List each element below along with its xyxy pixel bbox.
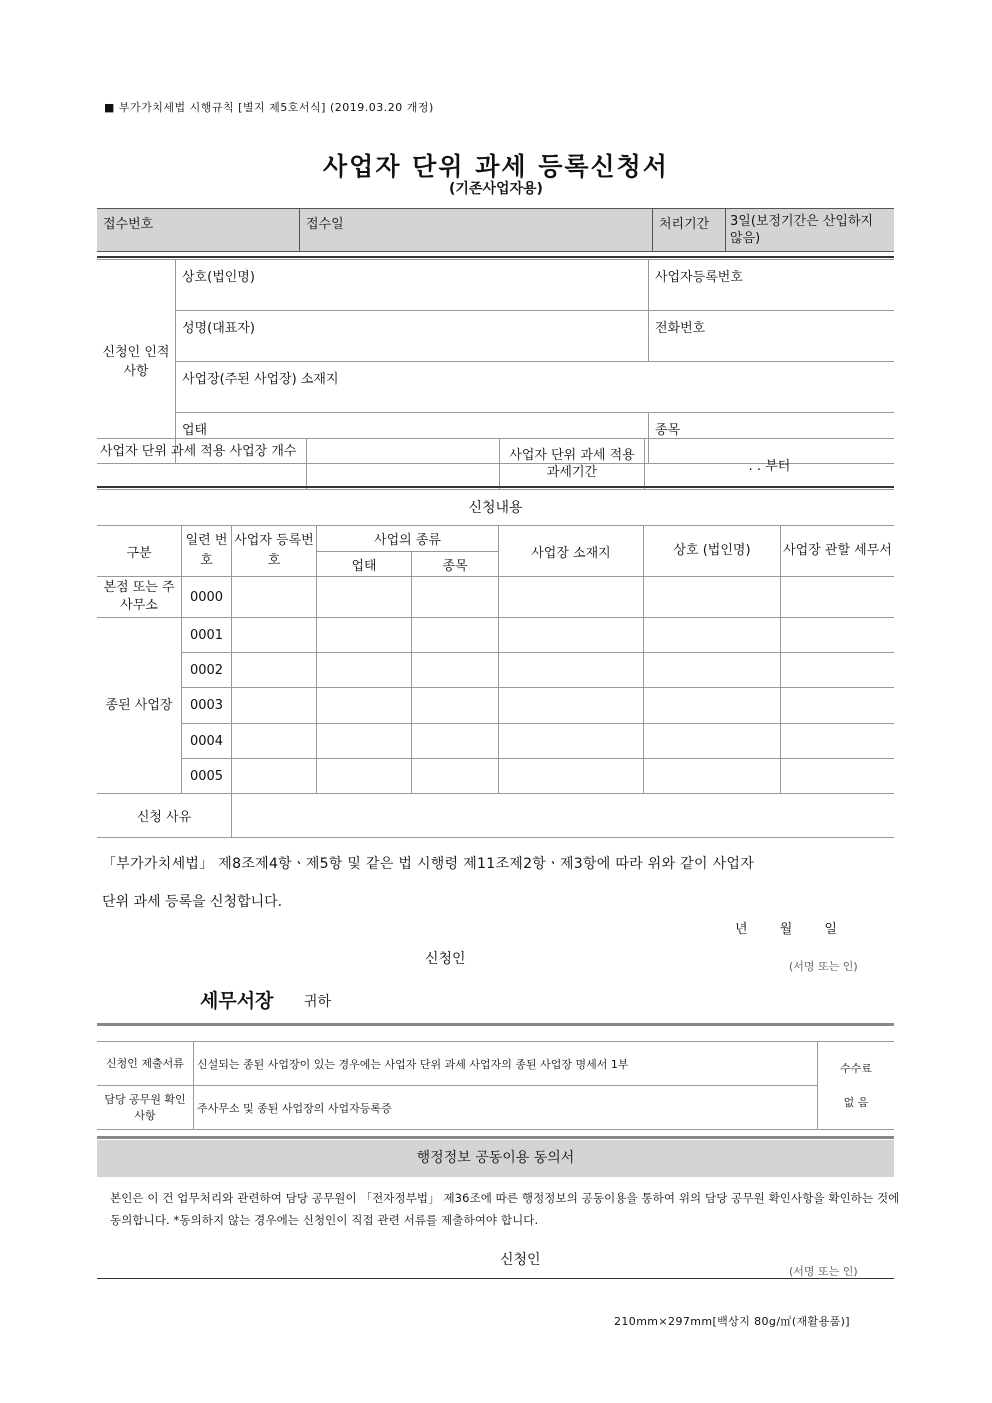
col-serial: 일련 번호 [182, 526, 232, 577]
table-cell[interactable] [644, 724, 781, 759]
reason-label: 신청 사유 [97, 794, 232, 838]
col-category: 구분 [97, 526, 182, 577]
consent-applicant-label: 신청인 [500, 1252, 541, 1268]
col-tax-office: 사업장 관할 세무서 [781, 526, 895, 577]
table-cell[interactable] [317, 688, 412, 724]
trade-name-field[interactable]: 상호(법인명) [176, 260, 649, 311]
sub-serial: 0001 [182, 618, 232, 653]
col-biz-type: 업태 [317, 552, 412, 577]
table-cell[interactable] [781, 577, 895, 618]
addressee: 세무서장 [200, 990, 274, 1012]
reason-field[interactable] [232, 794, 895, 838]
declaration-signature-field[interactable]: (서명 또는 인) [789, 960, 858, 973]
table-cell[interactable] [644, 618, 781, 653]
table-cell[interactable] [317, 653, 412, 688]
addressee-suffix: 귀하 [304, 994, 332, 1010]
application-date[interactable]: 년 월 일 [735, 922, 837, 937]
table-cell[interactable] [317, 759, 412, 794]
table-cell[interactable] [644, 759, 781, 794]
content-table [97, 525, 894, 838]
receipt-date-field[interactable]: 접수일 [300, 209, 653, 252]
main-office-label: 본점 또는 주사무소 [97, 577, 182, 618]
sub-serial: 0004 [182, 724, 232, 759]
col-trade-name: 상호 (법인명) [644, 526, 781, 577]
applicant-info-table [97, 259, 894, 464]
col-location: 사업장 소재지 [499, 526, 644, 577]
biz-reg-no-field[interactable]: 사업자등록번호 [649, 260, 895, 311]
business-type-field[interactable]: 업태 [176, 413, 649, 464]
declaration-line-2: 단위 과세 등록을 신청합니다. [102, 894, 283, 910]
main-serial: 0000 [182, 577, 232, 618]
table-cell[interactable] [317, 618, 412, 653]
fee-value: 없 음 [843, 1095, 869, 1109]
sub-serial: 0005 [182, 759, 232, 794]
table-cell[interactable] [781, 618, 895, 653]
table-cell[interactable] [317, 724, 412, 759]
col-biz-kind: 사업의 종류 [317, 526, 499, 552]
site-count-row [97, 438, 894, 490]
table-cell[interactable] [499, 618, 644, 653]
table-cell[interactable] [781, 759, 895, 794]
content-section-title: 신청내용 [468, 500, 523, 516]
receipt-header [97, 208, 894, 252]
table-cell[interactable] [644, 688, 781, 724]
sub-serial: 0003 [182, 688, 232, 724]
table-cell[interactable] [499, 759, 644, 794]
form-title: 사업자 단위 과세 등록신청서 [323, 152, 669, 181]
fee-label: 수수료 [840, 1061, 872, 1075]
col-biz-item: 종목 [412, 552, 499, 577]
table-cell[interactable] [412, 688, 499, 724]
period-field[interactable]: . . 부터 [645, 439, 895, 490]
table-cell[interactable] [781, 724, 895, 759]
check-docs-label: 담당 공무원 확인사항 [97, 1086, 194, 1130]
table-cell[interactable] [232, 618, 317, 653]
sub-serial: 0002 [182, 653, 232, 688]
site-count-label: 사업자 단위 과세 적용 사업장 개수 [97, 439, 307, 490]
receipt-no-field[interactable]: 접수번호 [97, 209, 300, 252]
processing-period-label: 처리기간 [653, 209, 726, 252]
table-cell[interactable] [232, 577, 317, 618]
address-field[interactable]: 사업장(주된 사업장) 소재지 [176, 362, 895, 413]
table-cell[interactable] [781, 688, 895, 724]
table-cell[interactable] [232, 759, 317, 794]
table-cell[interactable] [644, 577, 781, 618]
table-cell[interactable] [644, 653, 781, 688]
table-cell[interactable] [412, 653, 499, 688]
table-cell[interactable] [412, 618, 499, 653]
table-cell[interactable] [499, 688, 644, 724]
paper-spec: 210mm×297mm[백상지 80g/㎡(재활용품)] [614, 1315, 850, 1328]
table-cell[interactable] [232, 653, 317, 688]
phone-field[interactable]: 전화번호 [649, 311, 895, 362]
processing-period-value: 3일(보정기간은 산입하지 않음) [730, 214, 874, 246]
table-cell[interactable] [317, 577, 412, 618]
documents-table [97, 1041, 894, 1130]
consent-title: 행정정보 공동이용 동의서 [97, 1140, 894, 1177]
table-cell[interactable] [412, 759, 499, 794]
sub-site-label: 종된 사업장 [97, 618, 182, 794]
declaration-line-1: 「부가가치세법」 제8조제4항ㆍ제5항 및 같은 법 시행령 제11조제2항ㆍ제3항에 따라 위와 같이 사업자 [102, 856, 755, 872]
check-docs-text: 주사무소 및 종된 사업장의 사업자등록증 [194, 1086, 818, 1130]
table-cell[interactable] [232, 724, 317, 759]
table-cell[interactable] [412, 577, 499, 618]
table-cell[interactable] [232, 688, 317, 724]
table-cell[interactable] [781, 653, 895, 688]
table-cell[interactable] [499, 724, 644, 759]
form-subtitle: (기존사업자용) [449, 181, 543, 197]
submit-docs-label: 신청인 제출서류 [97, 1042, 194, 1086]
name-field[interactable]: 성명(대표자) [176, 311, 649, 362]
col-reg-no: 사업자 등록번호 [232, 526, 317, 577]
table-cell[interactable] [499, 653, 644, 688]
consent-text: 본인은 이 건 업무처리와 관련하여 담당 공무원이 「전자정부법」 제36조에 따른 행정정보의 공동이용을 통하여 위의 담당 공무원 확인사항을 확인하는 것에 동의합니다. *동의하지 않는 경우에는 신청인이 직접 관련 서류를 제출하여야 합니다. [110, 1191, 900, 1227]
consent-signature-field[interactable]: (서명 또는 인) [789, 1265, 858, 1278]
table-cell[interactable] [499, 577, 644, 618]
submit-docs-text: 신설되는 종된 사업장이 있는 경우에는 사업자 단위 과세 사업자의 종된 사업장 명세서 1부 [194, 1042, 818, 1086]
declaration-applicant-label: 신청인 [425, 951, 466, 967]
site-count-field[interactable] [307, 439, 500, 490]
applicant-section-label: 신청인 인적사항 [97, 260, 176, 464]
business-item-field[interactable]: 종목 [649, 413, 895, 464]
period-label: 사업자 단위 과세 적용 과세기간 [500, 439, 645, 490]
table-cell[interactable] [412, 724, 499, 759]
form-reference: ■ 부가가치세법 시행규칙 [별지 제5호서식] (2019.03.20 개정) [104, 101, 434, 114]
